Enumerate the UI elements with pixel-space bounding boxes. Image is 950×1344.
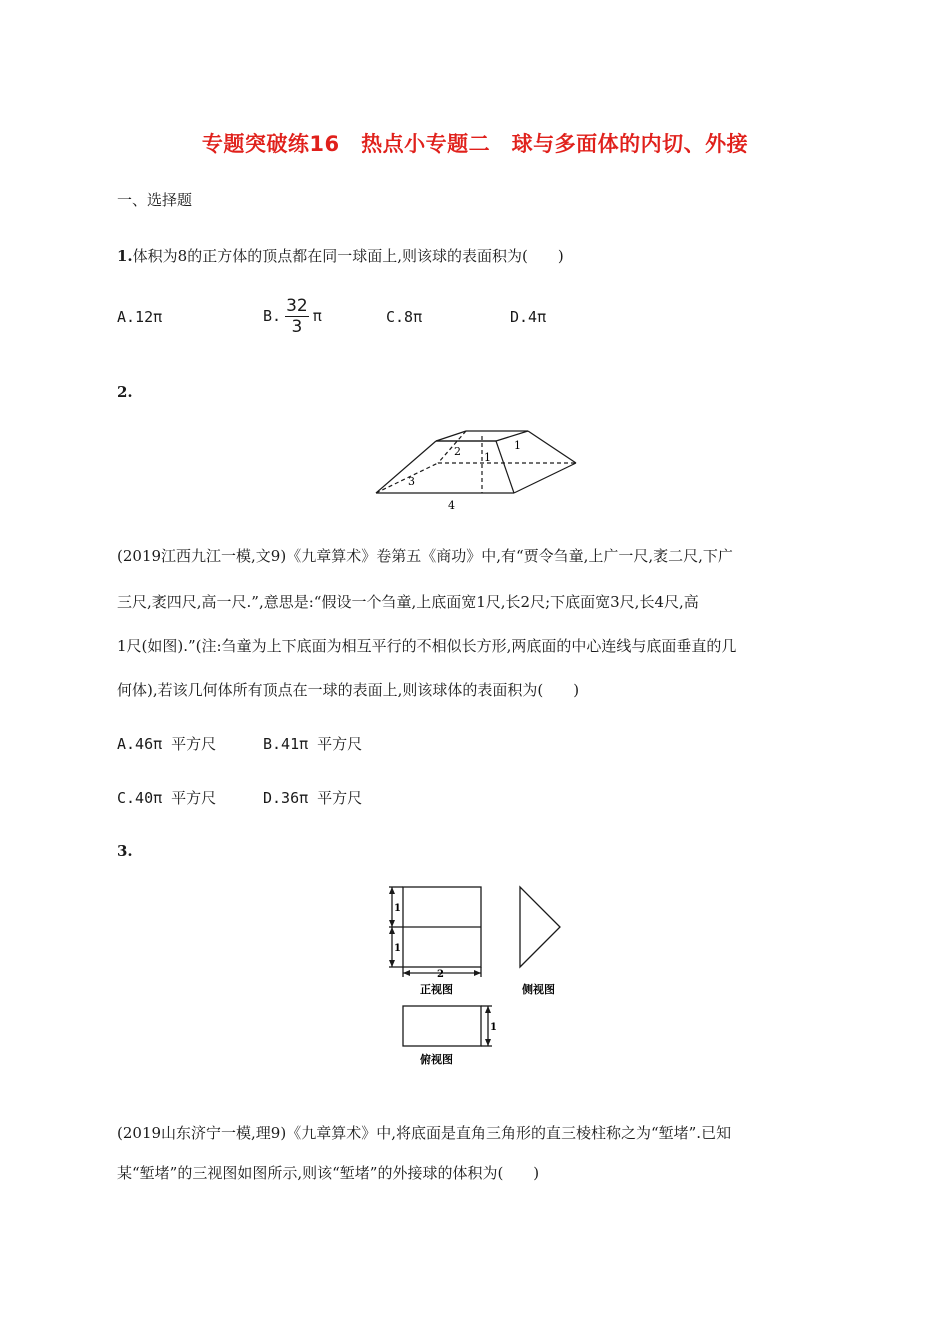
q1-option-a: A.12π xyxy=(117,308,163,326)
bottom-left-hidden-edge xyxy=(376,463,438,493)
question-1-stem: 体积为8的正方体的顶点都在同一球面上,则该球的表面积为( ) xyxy=(132,247,564,265)
q2-option-d: D.36π 平方尺 xyxy=(263,789,363,807)
top-right-edge xyxy=(496,431,528,441)
q2-option-b: B.41π 平方尺 xyxy=(263,735,363,753)
question-1 xyxy=(117,245,564,266)
q3-text-line-1: (2019山东济宁一模,理9)《九章算术》中,将底面是直角三角形的直三棱柱称之为“堑堵”.已知 xyxy=(117,1124,732,1142)
three-view-figure xyxy=(380,880,580,1070)
q2-text-line-4: 何体),若该几何体所有顶点在一球的表面上,则该球体的表面积为( ) xyxy=(117,681,580,699)
side-view-caption: 侧视图 xyxy=(522,983,555,996)
question-3-number: 3. xyxy=(117,842,133,860)
frustum-label-1: 1 xyxy=(514,439,521,452)
back-right-slant-edge xyxy=(528,431,576,463)
top-back-left-edge xyxy=(436,431,466,441)
top-view-caption: 俯视图 xyxy=(420,1053,453,1066)
page-title: 专题突破练16 热点小专题二 球与多面体的内切、外接 xyxy=(201,132,749,156)
front-dim-label-width: 2 xyxy=(437,969,444,980)
frustum-figure xyxy=(360,415,590,515)
q1-option-b-prefix: B. xyxy=(263,307,282,325)
front-dim-label-top: 1 xyxy=(394,903,401,914)
left-slant-edge xyxy=(376,441,436,493)
frustum-label-2: 2 xyxy=(454,445,461,458)
question-1-number: 1. xyxy=(117,247,133,265)
front-dim-label-bottom: 1 xyxy=(394,943,401,954)
q1-option-b-fraction xyxy=(285,296,309,337)
q1-option-d: D.4π xyxy=(510,308,547,326)
q1-option-b-numerator: 32 xyxy=(286,296,308,316)
q2-option-a: A.46π 平方尺 xyxy=(117,735,217,753)
q1-option-b-suffix: π xyxy=(312,307,322,325)
q1-option-b-denominator: 3 xyxy=(291,317,303,337)
side-view-triangle xyxy=(520,887,560,967)
q2-text-line-3: 1尺(如图).”(注:刍童为上下底面为相互平行的不相似长方形,两底面的中心连线与底面垂直的几 xyxy=(117,637,737,655)
q1-option-c: C.8π xyxy=(386,308,423,326)
front-right-slant-edge xyxy=(496,441,514,493)
top-view-rect xyxy=(403,1006,481,1046)
question-2-number: 2. xyxy=(117,383,133,401)
bottom-right-edge xyxy=(514,463,576,493)
q3-text-line-2: 某“堑堵”的三视图如图所示,则该“堑堵”的外接球的体积为( ) xyxy=(117,1164,540,1182)
frustum-label-3: 3 xyxy=(408,475,415,488)
top-dim-label: 1 xyxy=(490,1022,497,1033)
q2-option-c: C.40π 平方尺 xyxy=(117,789,217,807)
frustum-label-height: 1 xyxy=(484,451,491,464)
q2-text-line-2: 三尺,袤四尺,高一尺.”,意思是:“假设一个刍童,上底面宽1尺,长2尺;下底面宽3尺,长4尺,高 xyxy=(117,593,699,611)
q1-option-b xyxy=(263,296,322,337)
section-heading: 一、选择题 xyxy=(117,191,193,209)
front-view-caption: 正视图 xyxy=(420,983,453,996)
frustum-label-4: 4 xyxy=(448,499,455,512)
q2-text-line-1: (2019江西九江一模,文9)《九章算术》卷第五《商功》中,有“贾令刍童,上广一尺,袤二尺,下广 xyxy=(117,547,733,565)
